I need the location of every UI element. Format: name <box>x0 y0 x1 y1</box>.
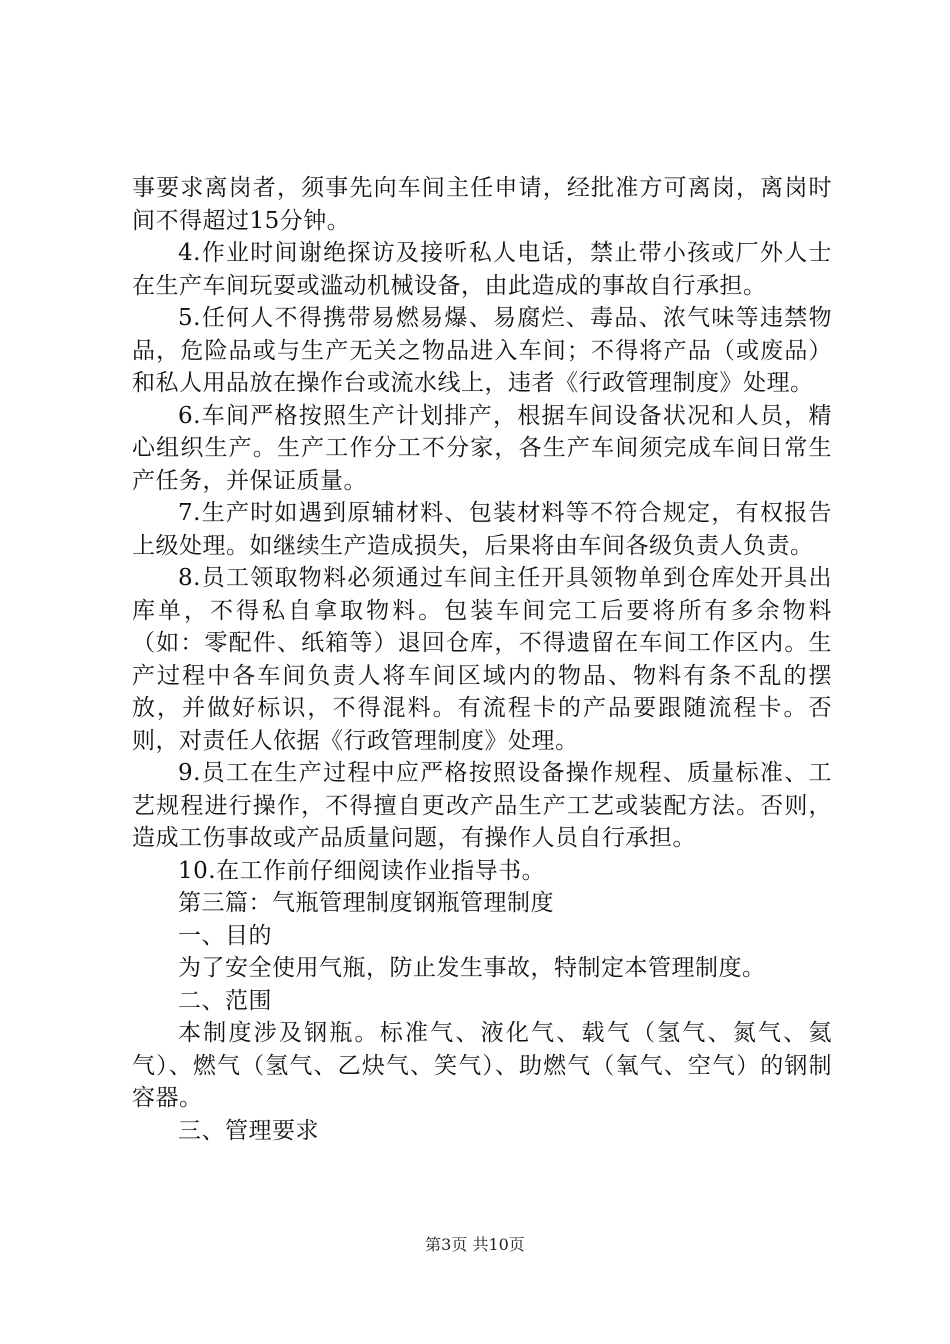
paragraph-item-4: 4.作业时间谢绝探访及接听私人电话，禁止带小孩或厂外人士在生产车间玩耍或滥动机械设备，由此造成的事故自行承担。 <box>132 240 832 299</box>
paragraph-item-5: 5.任何人不得携带易燃易爆、易腐烂、毒品、浓气味等违禁物品，危险品或与生产无关之物品进入车间；不得将产品（或废品）和私人用品放在操作台或流水线上，违者《行政管理制度》处理。 <box>132 305 832 396</box>
paragraph-item-9: 9.员工在生产过程中应严格按照设备操作规程、质量标准、工艺规程进行操作，不得擅自更改产品生产工艺或装配方法。否则，造成工伤事故或产品质量问题，有操作人员自行承担。 <box>132 760 832 851</box>
paragraph-purpose: 为了安全使用气瓶，防止发生事故，特制定本管理制度。 <box>178 955 766 981</box>
heading-purpose: 一、目的 <box>178 922 272 949</box>
paragraph-scope: 本制度涉及钢瓶。标准气、液化气、载气（氢气、氮气、氦气）、燃气（氢气、乙炔气、笑气）、助燃气（氧气、空气）的钢制容器。 <box>132 1020 832 1111</box>
heading-scope: 二、范围 <box>178 987 272 1014</box>
paragraph-item-6: 6.车间严格按照生产计划排产，根据车间设备状况和人员，精心组织生产。生产工作分工不分家，各生产车间须完成车间日常生产任务，并保证质量。 <box>132 402 832 494</box>
section-heading: 第三篇：气瓶管理制度钢瓶管理制度 <box>178 890 554 916</box>
paragraph-item-7: 7.生产时如遇到原辅材料、包装材料等不符合规定，有权报告上级处理。如继续生产造成损失，后果将由车间各级负责人负责。 <box>132 500 832 559</box>
paragraph-1: 事要求离岗者，须事先向车间主任申请，经批准方可离岗，离岗时间不得超过15分钟。 <box>132 175 832 234</box>
heading-requirements: 三、管理要求 <box>178 1117 319 1144</box>
document-body <box>132 172 832 1147</box>
page-number-footer: 第3页 共10页 <box>425 1235 525 1254</box>
paragraph-item-8: 8.员工领取物料必须通过车间主任开具领物单到仓库处开具出库单，不得私自拿取物料。包装车间完工后要将所有多余物料（如：零配件、纸箱等）退回仓库，不得遗留在车间工作区内。生产过程中各车间负责人将车间区域内的物品、物料有条不乱的摆放，并做好标识，不得混料。有流程卡的产品要跟随流程卡。否则，对责任人依据《行政管理制度》处理。 <box>132 565 832 754</box>
paragraph-item-10: 10.在工作前仔细阅读作业指导书。 <box>178 857 546 884</box>
